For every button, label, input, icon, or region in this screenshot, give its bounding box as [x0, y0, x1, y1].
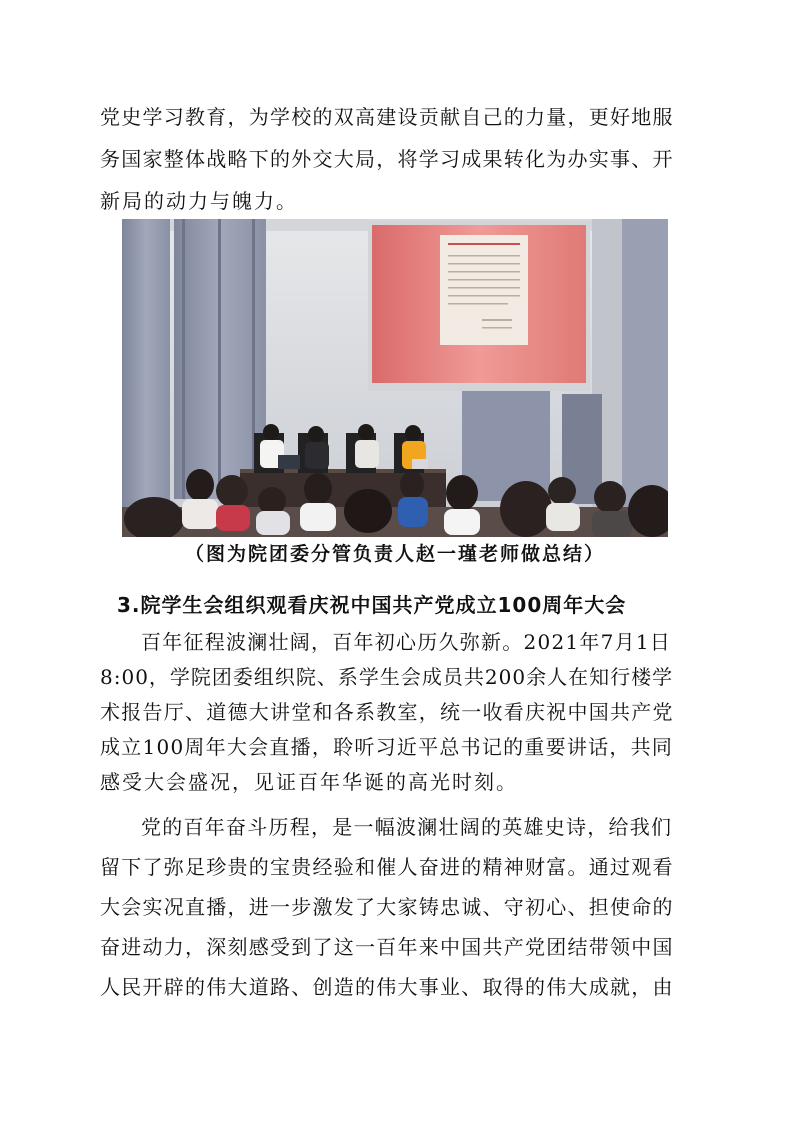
paragraph1-line: 感受大会盛况，见证百年华诞的高光时刻。	[100, 770, 518, 794]
photo-caption: （图为院团委分管负责人赵一瑾老师做总结）	[184, 543, 605, 565]
paragraph2-line: 大会实况直播，进一步激发了大家铸忠诚、守初心、担使命的	[100, 895, 674, 919]
paragraph2-line: 奋进动力，深刻感受到了这一百年来中国共产党团结带领中国	[100, 935, 674, 959]
section-heading: 3.院学生会组织观看庆祝中国共产党成立100周年大会	[117, 593, 627, 617]
paragraph1-line: 术报告厅、道德大讲堂和各系教室，统一收看庆祝中国共产党	[100, 700, 674, 724]
paragraph1-line: 8:00，学院团委组织院、系学生会成员共200余人在知行楼学	[100, 665, 674, 689]
paragraph2-line: 党的百年奋斗历程，是一幅波澜壮阔的英雄史诗，给我们	[141, 815, 673, 839]
intro-line: 务国家整体战略下的外交大局，将学习成果转化为办实事、开	[100, 147, 674, 171]
paragraph2-line: 留下了弥足珍贵的宝贵经验和催人奋进的精神财富。通过观看	[100, 855, 674, 879]
intro-line: 新局的动力与魄力。	[100, 189, 298, 213]
paragraph2-line: 人民开辟的伟大道路、创造的伟大事业、取得的伟大成就，由	[100, 975, 674, 999]
meeting-photo	[122, 219, 668, 537]
intro-line: 党史学习教育，为学校的双高建设贡献自己的力量，更好地服	[100, 105, 674, 129]
paragraph1-line: 成立100周年大会直播，聆听习近平总书记的重要讲话，共同	[100, 735, 674, 759]
paragraph1-line: 百年征程波澜壮阔，百年初心历久弥新。2021年7月1日	[141, 630, 672, 654]
meeting-photo-illustration	[122, 219, 668, 537]
